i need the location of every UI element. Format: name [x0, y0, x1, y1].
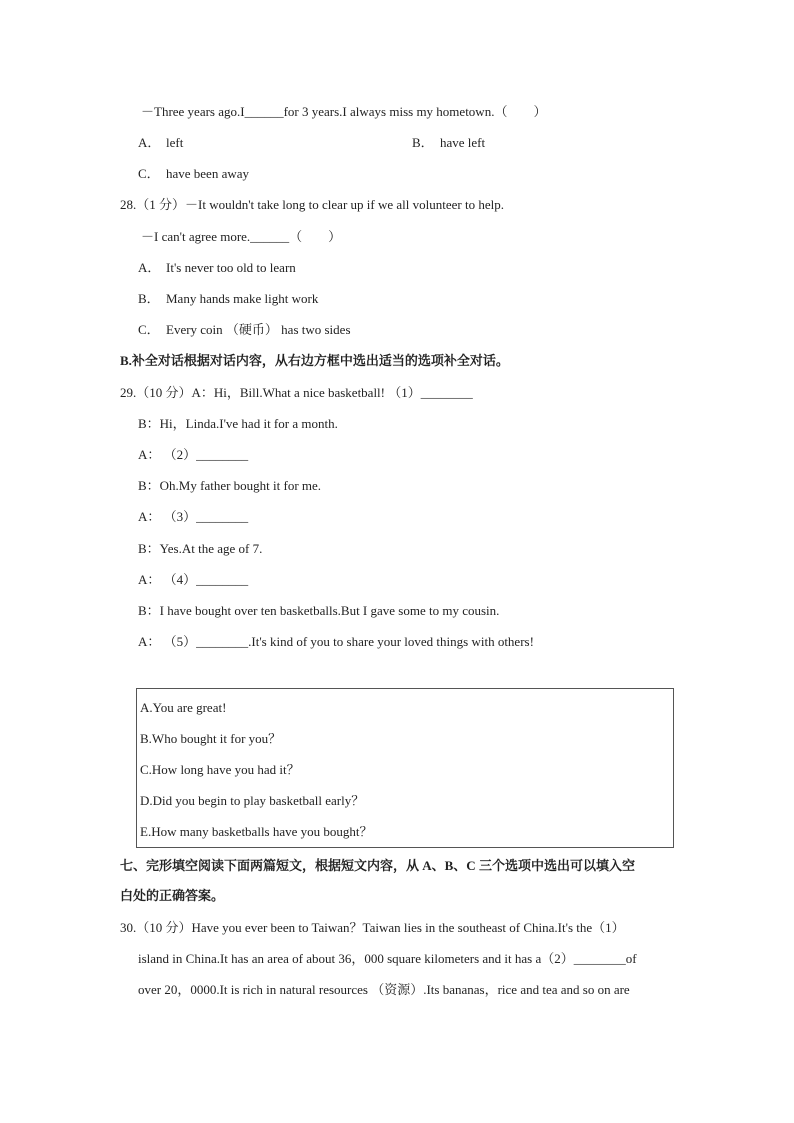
option-text: Every coin （硬币） has two sides	[166, 322, 351, 337]
option-letter: A．	[138, 260, 161, 275]
q30-line: 30.（10 分）Have you ever been to Taiwan？Taiwan lies in the southeast of China.It's the（1）	[120, 920, 625, 935]
q28-option-c	[138, 321, 351, 339]
q29-line: B：I have bought over ten basketballs.But I gave some to my cousin.	[138, 603, 500, 618]
q29-line: A： （4）________	[138, 572, 249, 587]
q27-option-b	[412, 134, 485, 152]
option-letter: B．	[138, 291, 160, 306]
option-text: Many hands make light work	[166, 291, 319, 306]
q29-options-box	[136, 688, 674, 848]
q29-line: A： （3）________	[138, 509, 249, 524]
q28-stem-cont: －I can't agree more.______（ ）	[141, 229, 342, 244]
q29-line: B：Yes.At the age of 7.	[138, 541, 263, 556]
q29-box-option: A.You are great!	[140, 700, 227, 715]
option-text: have been away	[166, 166, 250, 181]
q30-line: island in China.It has an area of about 36，000 square kilometers and it has a（2）________of	[138, 951, 637, 966]
option-letter: B．	[412, 135, 434, 150]
q27-option-c	[138, 165, 249, 183]
q29-box-option: D.Did you begin to play basketball early？	[140, 793, 365, 808]
option-text: It's never too old to learn	[166, 260, 296, 275]
option-letter: C．	[138, 322, 160, 337]
q29-line: A： （2）________	[138, 447, 249, 462]
q27-stem: －Three years ago.I______for 3 years.I always miss my hometown.（ ）	[141, 104, 547, 119]
q28-option-b	[138, 290, 318, 308]
q29-box-option: E.How many basketballs have you bought？	[140, 824, 373, 839]
q30-line: over 20，0000.It is rich in natural resources （资源）.Its bananas，rice and tea and so on are	[138, 982, 630, 997]
q29-box-option: B.Who bought it for you？	[140, 731, 282, 746]
q29-box-option: C.How long have you had it？	[140, 762, 300, 777]
section-7-heading: 七、完形填空阅读下面两篇短文，根据短文内容，从 A、B、C 三个选项中选出可以填入空	[120, 858, 635, 873]
q29-line: B：Hi，Linda.I've had it for a month.	[138, 416, 338, 431]
q29-line: A： （5）________.It's kind of you to share your loved things with others!	[138, 634, 534, 649]
section-7-heading-cont: 白处的正确答案。	[120, 888, 225, 903]
q29-line: 29.（10 分）A：Hi，Bill.What a nice basketball! （1）________	[120, 385, 473, 400]
q28-stem: 28.（1 分）－It wouldn't take long to clear up if we all volunteer to help.	[120, 197, 504, 212]
section-b-heading: B.补全对话根据对话内容，从右边方框中选出适当的选项补全对话。	[120, 353, 509, 368]
q27-option-a	[138, 134, 183, 152]
option-text: left	[166, 135, 184, 150]
q29-line: B：Oh.My father bought it for me.	[138, 478, 322, 493]
option-text: have left	[440, 135, 486, 150]
q28-option-a	[138, 259, 296, 277]
option-letter: C．	[138, 166, 160, 181]
option-letter: A．	[138, 135, 161, 150]
